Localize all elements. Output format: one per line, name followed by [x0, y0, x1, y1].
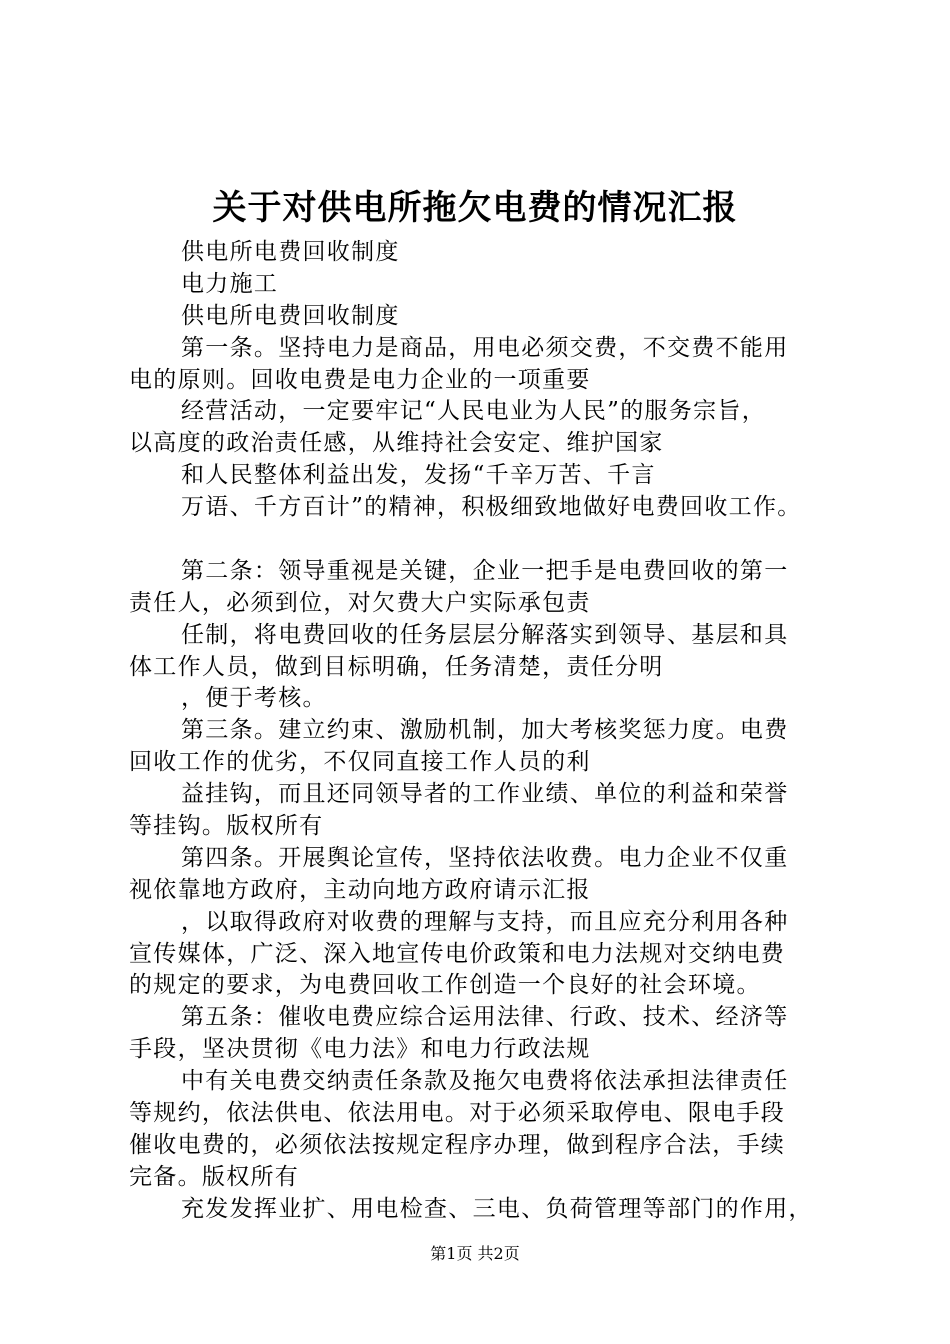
text-line: 经营活动，一定要牢记“人民电业为人民”的服务宗旨， [181, 398, 767, 425]
blank-line [129, 524, 843, 556]
text-line: 电的原则。回收电费是电力企业的一项重要 [129, 366, 591, 393]
text-line: 第四条。开展舆论宣传，坚持依法收费。电力企业不仅重 [181, 844, 789, 871]
text-line: 中有关电费交纳责任条款及拖欠电费将依法承担法律责任 [181, 1068, 789, 1095]
text-line: 体工作人员，做到目标明确，任务清楚，责任分明 [129, 653, 664, 680]
text-line: 等规约，依法供电、依法用电。对于必须采取停电、限电手段 [129, 1100, 786, 1127]
text-line: ，以取得政府对收费的理解与支持，而且应充分利用各种 [181, 908, 789, 935]
text-line: ，便于考核。 [181, 685, 327, 712]
text-line: 任制，将电费回收的任务层层分解落实到领导、基层和具 [181, 621, 789, 648]
text-line: 宣传媒体，广泛、深入地宣传电价政策和电力法规对交纳电费 [129, 940, 786, 967]
text-line: 益挂钩，而且还同领导者的工作业绩、单位的利益和荣誉 [181, 781, 789, 808]
document-body [129, 237, 843, 1226]
text-line: 视依靠地方政府，主动向地方政府请示汇报 [129, 876, 591, 903]
text-line: 手段，坚决贯彻《电力法》和电力行政法规 [129, 1036, 591, 1063]
text-line: 电力施工 [181, 270, 279, 297]
text-line: 和人民整体利益出发，发扬“千辛万苦、千言 [181, 462, 656, 489]
text-line: 充发发挥业扩、用电检查、三电、负荷管理等部门的作用， [181, 1195, 813, 1222]
text-line: 的规定的要求，为电费回收工作创造一个良好的社会环境。 [129, 972, 761, 999]
text-line: 第二条：领导重视是关键，企业一把手是电费回收的第一 [181, 557, 789, 584]
text-line: 万语、千方百计”的精神，积极细致地做好电费回收工作。 [181, 494, 802, 521]
text-line: 第三条。建立约束、激励机制，加大考核奖惩力度。电费 [181, 717, 789, 744]
text-line: 供电所电费回收制度 [181, 302, 400, 329]
document-title: 关于对供电所拖欠电费的情况汇报 [212, 188, 738, 228]
text-line: 催收电费的，必须依法按规定程序办理，做到程序合法，手续 [129, 1131, 786, 1158]
text-line: 供电所电费回收制度 [181, 239, 400, 265]
text-line: 责任人，必须到位，对欠费大户实际承包责 [129, 589, 591, 616]
text-line: 回收工作的优劣，不仅同直接工作人员的利 [129, 749, 591, 776]
page-footer: 第1页 共2页 [430, 1244, 520, 1263]
text-line: 第五条：催收电费应综合运用法律、行政、技术、经济等 [181, 1004, 789, 1031]
text-line: 完备。版权所有 [129, 1163, 300, 1190]
text-line: 第一条。坚持电力是商品，用电必须交费，不交费不能用 [181, 334, 789, 361]
text-line: 等挂钩。版权所有 [129, 813, 324, 840]
text-line: 以高度的政治责任感，从维持社会安定、维护国家 [129, 430, 664, 457]
